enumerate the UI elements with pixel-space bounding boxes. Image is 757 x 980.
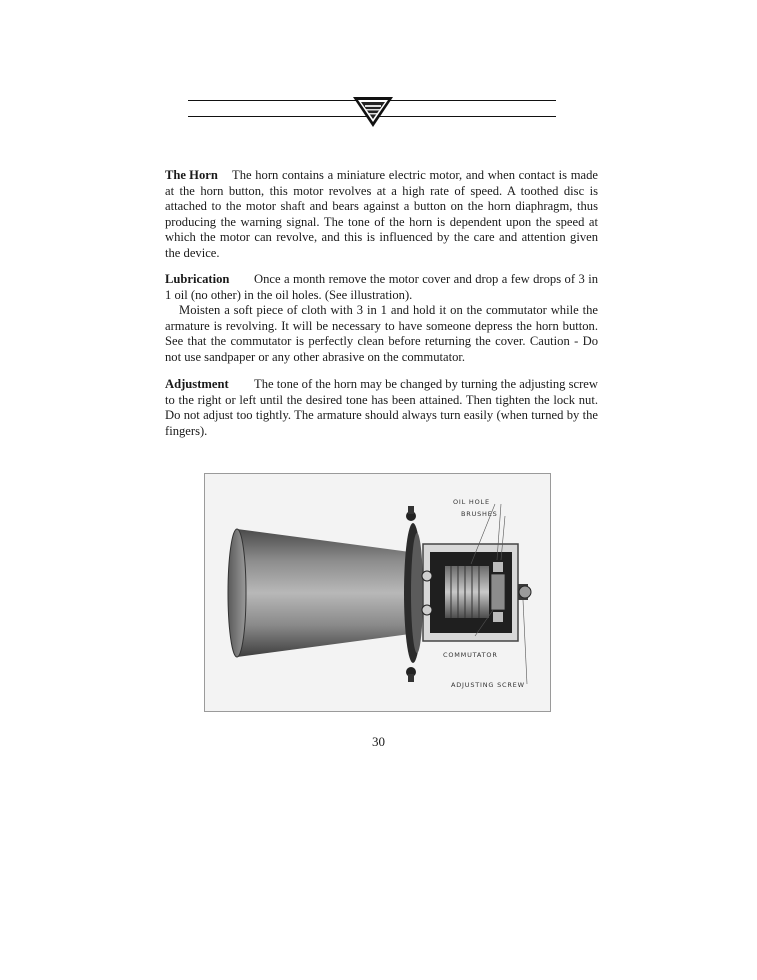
commutator-part — [491, 574, 505, 610]
horn-photo — [205, 474, 551, 712]
brush-bottom — [493, 612, 503, 622]
section-the-horn — [165, 168, 598, 262]
horn-heading: The Horn — [165, 168, 218, 182]
triangular-emblem-icon — [352, 95, 394, 129]
lubrication-paragraph — [165, 272, 598, 303]
adjustment-heading: Adjustment — [165, 377, 229, 391]
section-lubrication — [165, 272, 598, 366]
lubrication-text-2: Moisten a soft piece of cloth with 3 in 1 and hold it on the commutator while the armature is revolving. It will be necessary to have someone depress the horn button. See that the commutator is perfectly clean before returning the cover. Caution - Do not use sandpaper or any other abrasive on the commutator. — [165, 303, 598, 364]
page-number: 30 — [372, 734, 385, 749]
section-adjustment — [165, 377, 598, 439]
horn-paragraph — [165, 168, 598, 262]
label-oil-hole: OIL HOLE — [453, 498, 490, 506]
label-commutator: COMMUTATOR — [443, 651, 498, 659]
label-brushes: BRUSHES — [461, 510, 498, 518]
brush-top — [493, 562, 503, 572]
label-adjusting-screw: ADJUSTING SCREW — [451, 681, 525, 689]
adjustment-paragraph — [165, 377, 598, 439]
lubrication-heading: Lubrication — [165, 272, 230, 286]
armature — [445, 566, 489, 618]
lubrication-text: Once a month remove the motor cover and drop a few drops of 3 in 1 oil (no other) in the oil holes. (See illustration). — [165, 272, 598, 302]
lubrication-paragraph-2 — [165, 303, 598, 365]
horn-text: The horn contains a miniature electric motor, and when contact is made at the horn button, this motor revolves at a high rate of speed. A toothed disc is attached to the motor shaft and bears against a button on the horn diaphragm, thus producing the warning signal. The tone of the horn is dependent upon the speed at which the motor can revolve, and this is influenced by the care and attention given the device. — [165, 168, 598, 260]
horn-mouth — [228, 529, 246, 657]
adjustment-text: The tone of the horn may be changed by turning the adjusting screw to the right or left until the desired tone has been attained. Then tighten the lock nut. Do not adjust too tightly. The armature should always turn easily (when turned by the fingers). — [165, 377, 598, 438]
horn-illustration — [204, 473, 551, 712]
